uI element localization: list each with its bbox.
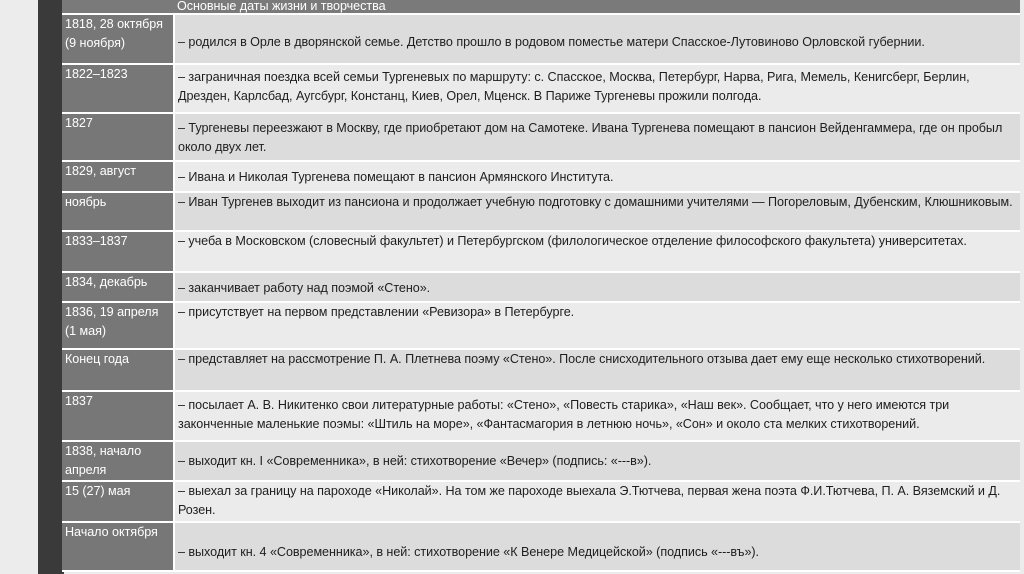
event-cell: – учеба в Московском (словесный факультет) и Петербургском (филологическое отделение философского факультета) университетах. xyxy=(174,231,1020,272)
event-cell: – заграничная поездка всей семьи Тургеневых по маршруту: с. Спасское, Москва, Петербург, Нарва, Рига, Мемель, Кенигсберг, Берлин, Дрезден, Карлсбад, Аугсбург, Констанц, Киев, Орел, Мценск. В Париже Тургеневы прожили полгода. xyxy=(174,64,1020,113)
chronology-table-container xyxy=(62,0,1020,574)
table-header-row xyxy=(62,0,1020,14)
date-cell: 1829, август xyxy=(62,161,174,192)
event-cell: – выходит кн. 4 «Современника», в ней: стихотворение «К Венере Медицейской» (подпись «---въ»). xyxy=(174,522,1020,571)
date-cell: 15 (27) мая xyxy=(62,481,174,522)
table-row xyxy=(62,522,1020,571)
date-cell: 1822–1823 xyxy=(62,64,174,113)
date-cell: 1834, декабрь xyxy=(62,272,174,302)
table-row xyxy=(62,441,1020,481)
date-cell: 1827 xyxy=(62,113,174,161)
table-row xyxy=(62,192,1020,231)
chronology-table xyxy=(62,0,1020,572)
event-cell: – родился в Орле в дворянской семье. Детство прошло в родовом поместье матери Спасское-Лутовиново Орловской губернии. xyxy=(174,14,1020,64)
left-accent-bar xyxy=(38,0,64,574)
date-cell: Конец года xyxy=(62,349,174,391)
event-cell: – присутствует на первом представлении «Ревизора» в Петербурге. xyxy=(174,302,1020,349)
date-cell: 1838, начало апреля xyxy=(62,441,174,481)
event-cell: – заканчивает работу над поэмой «Стено». xyxy=(174,272,1020,302)
table-row xyxy=(62,391,1020,441)
table-row xyxy=(62,302,1020,349)
event-cell: – Ивана и Николая Тургенева помещают в пансион Армянского Института. xyxy=(174,161,1020,192)
event-cell: – выехал за границу на пароходе «Николай». На том же пароходе выехала Э.Тютчева, первая жена поэта Ф.И.Тютчева, П. А. Вяземский и Д. Розен. xyxy=(174,481,1020,522)
table-row xyxy=(62,349,1020,391)
event-cell: – посылает А. В. Никитенко свои литературные работы: «Стено», «Повесть старика», «Наш век». Сообщает, что у него имеются три законченные маленькие поэмы: «Штиль на море», «Фантасмагория в летнюю ночь», «Сон» и около ста мелких стихотворений. xyxy=(174,391,1020,441)
table-row xyxy=(62,231,1020,272)
date-cell: 1833–1837 xyxy=(62,231,174,272)
date-cell: ноябрь xyxy=(62,192,174,231)
table-row xyxy=(62,14,1020,64)
table-row xyxy=(62,113,1020,161)
table-row xyxy=(62,64,1020,113)
event-cell: – Тургеневы переезжают в Москву, где приобретают дом на Самотеке. Ивана Тургенева помещают в пансион Вейденгаммера, где он пробыл около двух лет. xyxy=(174,113,1020,161)
event-cell: – Иван Тургенев выходит из пансиона и продолжает учебную подготовку с домашними учителями — Погореловым, Дубенским, Клюшниковым. xyxy=(174,192,1020,231)
event-cell: – представляет на рассмотрение П. А. Плетнева поэму «Стено». После снисходительного отзыва дает ему еще несколько стихотворений. xyxy=(174,349,1020,391)
date-cell: 1837 xyxy=(62,391,174,441)
table-row xyxy=(62,161,1020,192)
date-cell: Начало октября xyxy=(62,522,174,571)
table-header-title: Основные даты жизни и творчества xyxy=(174,0,1020,14)
table-row xyxy=(62,272,1020,302)
table-row xyxy=(62,481,1020,522)
table-header-date xyxy=(62,0,174,14)
date-cell: 1818, 28 октября (9 ноября) xyxy=(62,14,174,64)
event-cell: – выходит кн. I «Современника», в ней: стихотворение «Вечер» (подпись: «---в»). xyxy=(174,441,1020,481)
date-cell: 1836, 19 апреля (1 мая) xyxy=(62,302,174,349)
